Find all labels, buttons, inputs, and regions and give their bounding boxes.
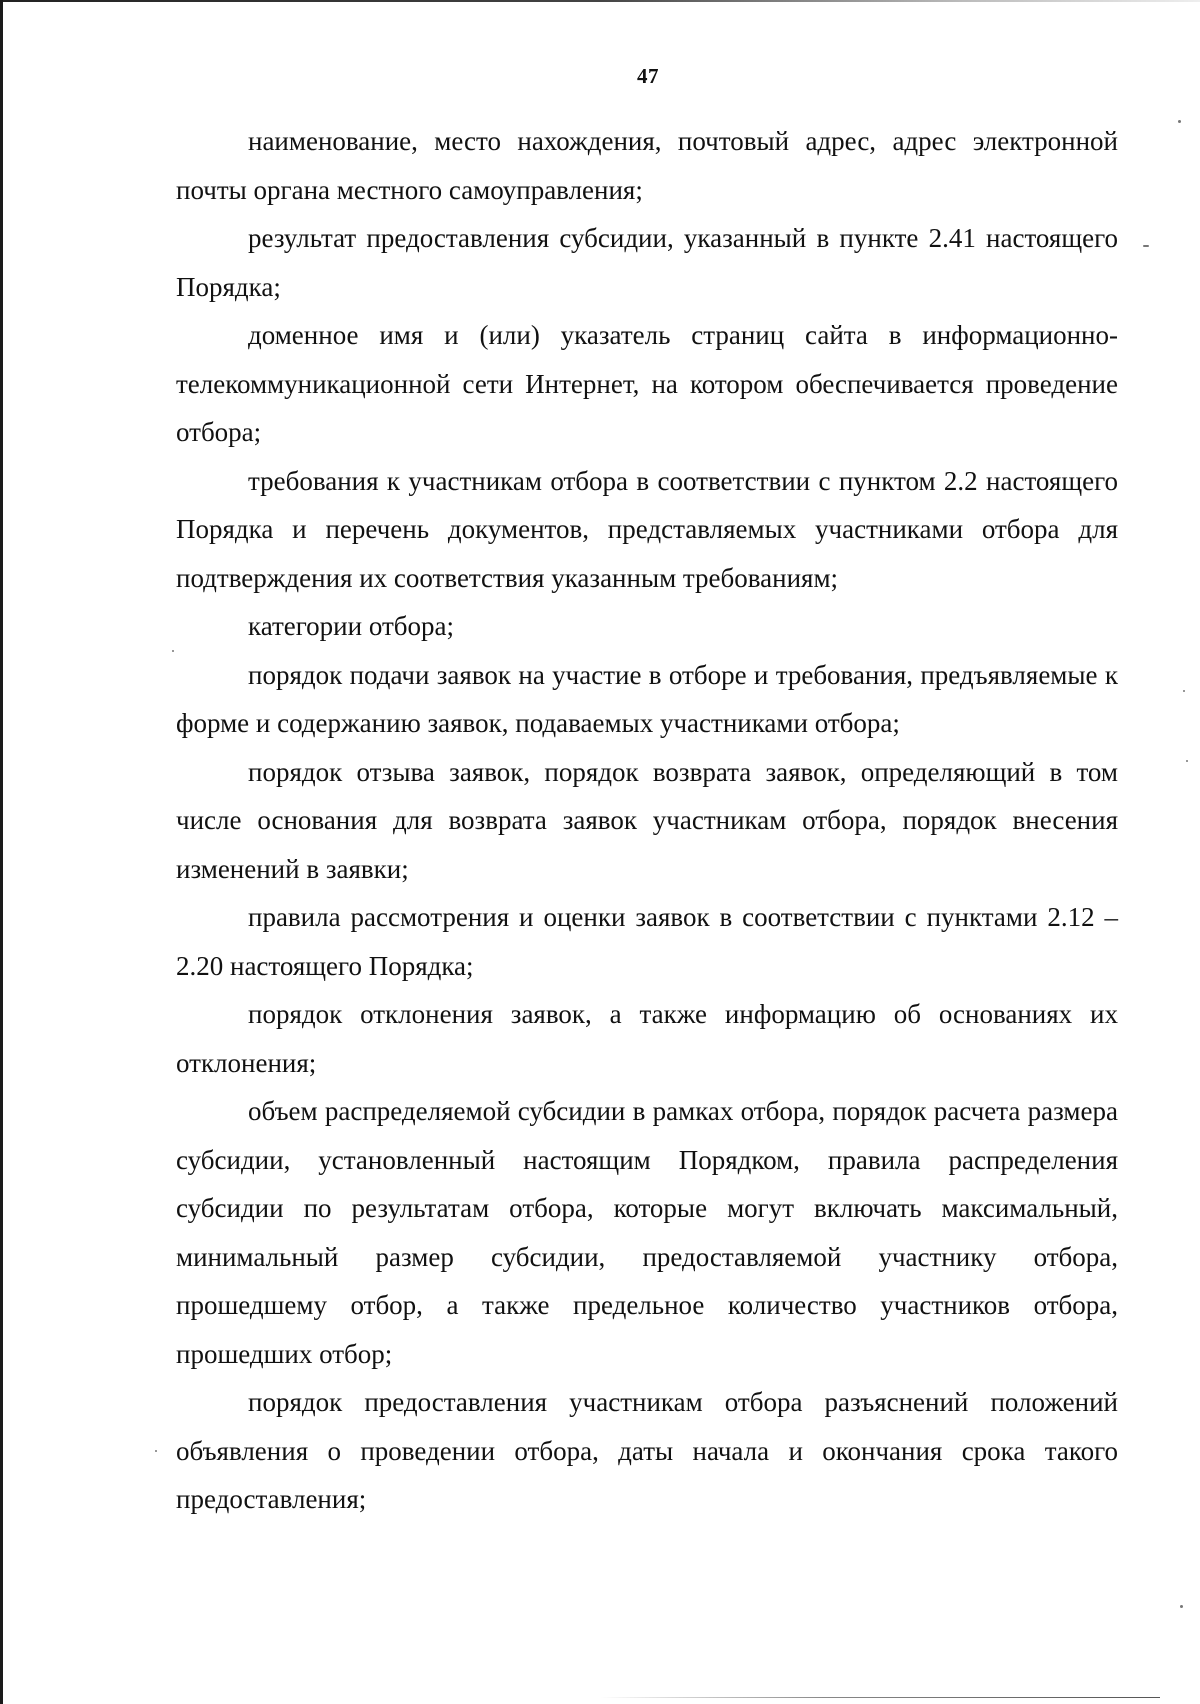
paragraph: результат предоставления субсидии, указанный в пункте 2.41 настоящего Порядка; (176, 223, 1118, 302)
scan-speckle (172, 650, 174, 652)
scan-speckle (1186, 760, 1188, 762)
page-number: 47 (637, 64, 659, 88)
scan-edge-top (0, 0, 1200, 2)
paragraph: наименование, место нахождения, почтовый адрес, адрес электронной почты органа местного самоуправления; (176, 126, 1118, 205)
scan-edge-bottom (600, 1697, 1160, 1698)
scan-speckle (1178, 120, 1181, 123)
scan-speckle (1143, 245, 1149, 247)
paragraph: порядок предоставления участникам отбора разъяснений положений объявления о проведении отбора, даты начала и окончания срока такого предоставления; (176, 1387, 1118, 1514)
scan-speckle (155, 1450, 157, 1452)
paragraph: порядок отклонения заявок, а также информацию об основаниях их отклонения; (176, 999, 1118, 1078)
paragraph: категории отбора; (248, 611, 454, 641)
paragraph: порядок подачи заявок на участие в отборе и требования, предъявляемые к форме и содержанию заявок, подаваемых участниками отбора; (176, 659, 1118, 738)
paragraph: доменное имя и (или) указатель страниц сайта в информационно-телекоммуникационной сети Интернет, на котором обеспечивается проведение отбора; (176, 320, 1118, 447)
scan-speckle (1183, 690, 1185, 692)
scan-edge-left (0, 0, 3, 1704)
paragraph: правила рассмотрения и оценки заявок в соответствии с пунктами 2.12 – 2.20 настоящего Порядка; (176, 902, 1118, 981)
scan-speckle (1180, 1605, 1183, 1608)
paragraph: порядок отзыва заявок, порядок возврата заявок, определяющий в том числе основания для возврата заявок участникам отбора, порядок внесения изменений в заявки; (176, 756, 1118, 884)
paragraph: требования к участникам отбора в соответствии с пунктом 2.2 настоящего Порядка и перечень документов, представляемых участниками отбора для подтверждения их соответствия указанным требованиям; (176, 465, 1118, 593)
document-body (176, 117, 1118, 1524)
paragraph: объем распределяемой субсидии в рамках отбора, порядок расчета размера субсидии, установленный настоящим Порядком, правила распределения субсидии по результатам отбора, которые могут включать максимальный, минимальный размер субсидии, предоставляемой участнику отбора, прошедшему отбор, а также предельное количество участников отбора, прошедших отбор; (176, 1096, 1118, 1369)
